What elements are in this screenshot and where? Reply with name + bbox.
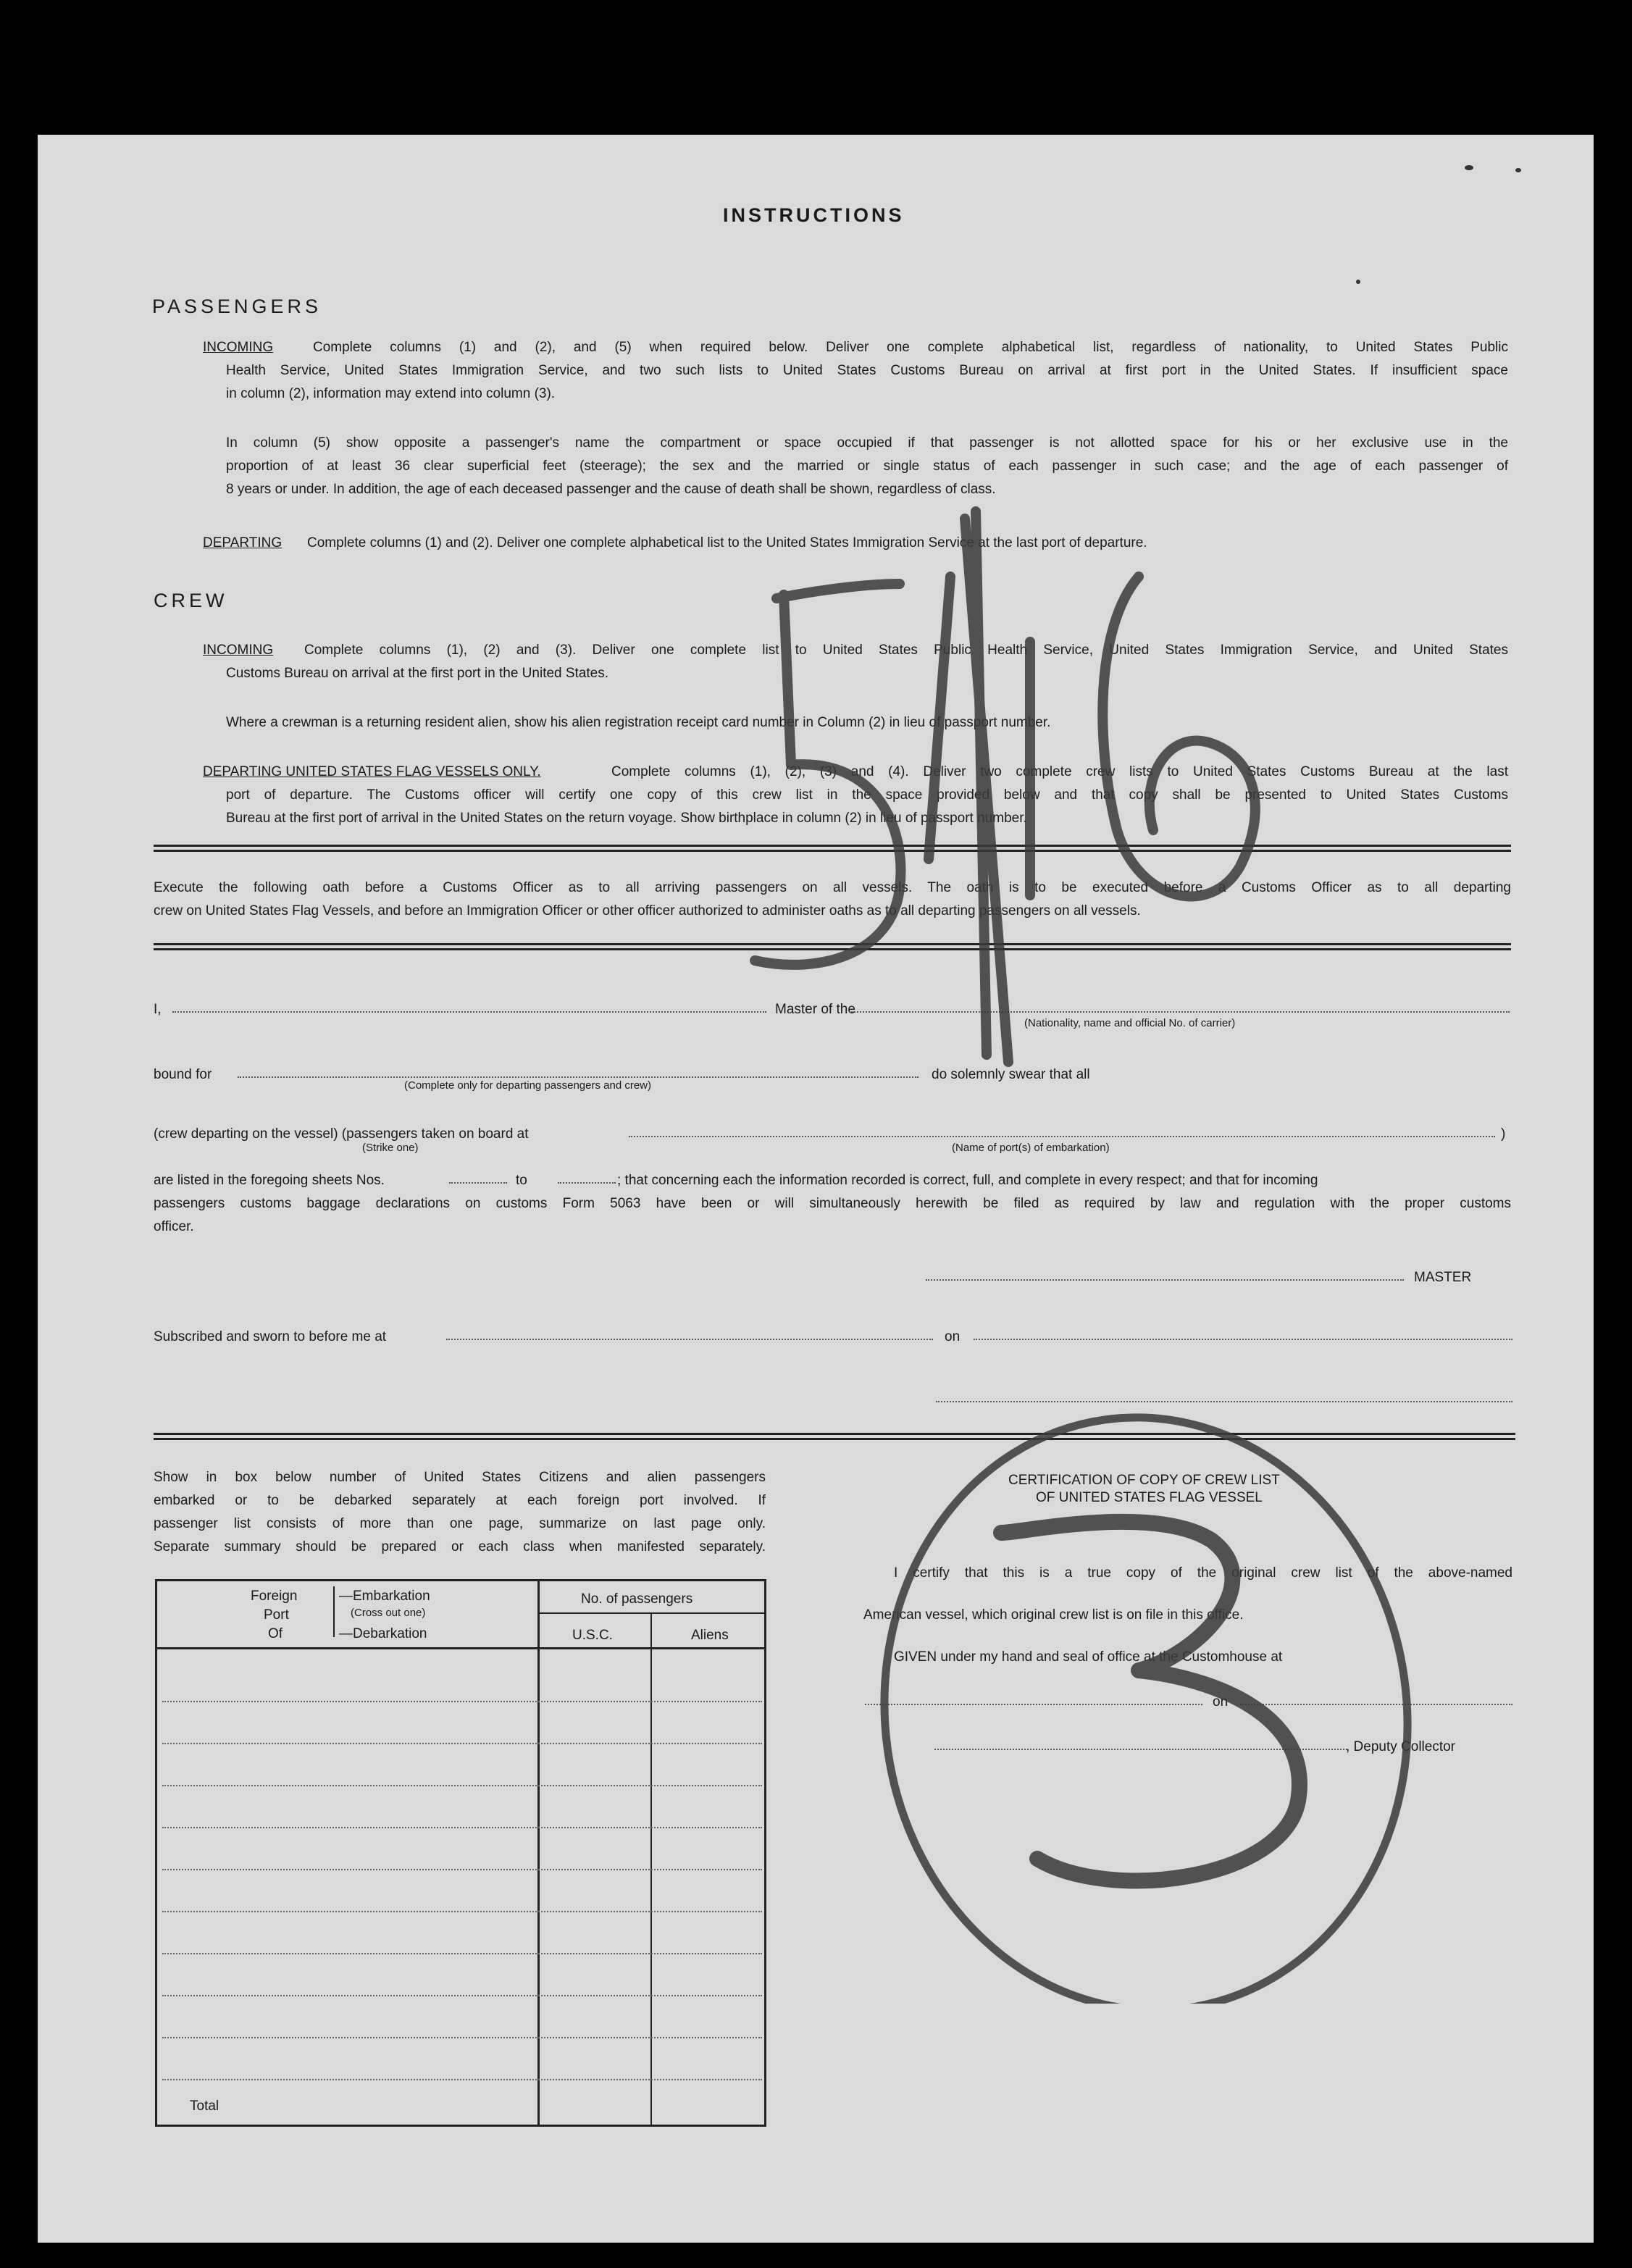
passengers-incoming-label: INCOMING — [203, 340, 274, 355]
crew-departing-strike-label: (crew departing on the vessel) (passengers taken on board at — [154, 1126, 529, 1142]
handwritten-sheet-number — [690, 453, 1414, 1149]
table-row-line — [162, 1869, 762, 1870]
table-row-line — [162, 1953, 762, 1954]
of-label: Of — [268, 1626, 283, 1641]
passengers-column5-line3: 8 years or under. In addition, the age of each deceased passenger and the cause of death shall be shown, regardless of class. — [226, 482, 996, 497]
crew-heading: CREW — [154, 590, 228, 611]
listed-text: ; that concerning each the information recorded is correct, full, and complete in every respect; and that for incoming — [617, 1173, 1318, 1188]
crew-departing-label: DEPARTING UNITED STATES FLAG VESSELS ONLY. — [203, 764, 541, 779]
oath-i-label: I, — [154, 1002, 162, 1017]
crew-incoming-label: INCOMING — [203, 643, 274, 658]
sworn-date-field[interactable] — [974, 1339, 1512, 1340]
certification-heading-line2: OF UNITED STATES FLAG VESSEL — [1036, 1490, 1263, 1505]
sworn-on-label: on — [945, 1329, 961, 1344]
summary-line4: Separate summary should be prepared or each class when manifested separately. — [154, 1539, 766, 1554]
table-row-line — [162, 1785, 762, 1786]
embarkation-option[interactable]: —Embarkation — [339, 1589, 430, 1604]
passengers-departing-text: Complete columns (1) and (2). Deliver one complete alphabetical list to the United States Immigration Service at the last port of departure. — [307, 535, 1147, 551]
passengers-departing-label: DEPARTING — [203, 535, 283, 551]
nationality-caption: (Nationality, name and official No. of carrier) — [1024, 1017, 1236, 1029]
passengers-incoming-line2: Health Service, United States Immigration Service, and two such lists to United States Customs Bureau on arrival at first port in the United States. If insufficient space — [226, 363, 1508, 378]
master-signature-field[interactable] — [926, 1279, 1404, 1281]
sheet-from-field[interactable] — [449, 1182, 507, 1184]
master-name-field[interactable] — [172, 1011, 766, 1013]
table-row-line — [162, 1701, 762, 1702]
table-row-line — [162, 1827, 762, 1828]
scan-speck — [1356, 280, 1360, 284]
table-subheader-divider — [537, 1612, 765, 1614]
strike-one-caption: (Strike one) — [362, 1142, 419, 1154]
bound-for-caption: (Complete only for departing passengers and crew) — [404, 1079, 652, 1092]
crew-incoming-line2: Customs Bureau on arrival at the first port in the United States. — [226, 666, 609, 681]
oath-intro-line2: crew on United States Flag Vessels, and before an Immigration Officer or other officer authorized to administer oaths as to all departing passengers on all vessels. — [154, 903, 1141, 919]
close-paren: ) — [1501, 1126, 1506, 1142]
table-row-line — [162, 1911, 762, 1912]
sworn-place-field[interactable] — [446, 1339, 933, 1340]
table-row-line — [162, 2079, 762, 2080]
scan-speck — [1465, 165, 1473, 170]
no-of-passengers-header: No. of passengers — [581, 1591, 693, 1607]
certification-on-label: on — [1213, 1694, 1229, 1710]
port-label: Port — [264, 1607, 289, 1623]
listed-line2: passengers customs baggage declarations on customs Form 5063 have been or will simultaneously herewith be filed as required by law and regulation with the proper customs — [154, 1196, 1511, 1211]
listed-line3: officer. — [154, 1219, 194, 1234]
crew-resident-text: Where a crewman is a returning resident alien, show his alien registration receipt card number in Column (2) in lieu of passport number. — [226, 715, 1051, 730]
aliens-header: Aliens — [691, 1628, 729, 1643]
table-row-line — [162, 1743, 762, 1744]
form-sheet — [38, 135, 1594, 2243]
crew-departing-line2: port of departure. The Customs officer will certify one copy of this crew list in the space provided below and that copy shall be presented to United States Customs — [226, 787, 1508, 803]
debarkation-option[interactable]: —Debarkation — [339, 1626, 427, 1641]
bound-for-label: bound for — [154, 1067, 212, 1082]
table-header-divider — [155, 1647, 766, 1649]
summary-line2: embarked or to be debarked separately at each foreign port involved. If — [154, 1493, 766, 1508]
passenger-summary-table — [155, 1579, 766, 2127]
swear-label: do solemnly swear that all — [932, 1067, 1090, 1082]
passengers-incoming-line1: Complete columns (1) and (2), and (5) when required below. Deliver one complete alphabetical list, regardless of nationality, to United States Public — [313, 340, 1508, 355]
table-row-line — [162, 2037, 762, 2038]
usc-header: U.S.C. — [572, 1628, 613, 1643]
master-label: MASTER — [1414, 1270, 1472, 1285]
passengers-column5-line2: proportion of at least 36 clear superficial feet (steerage); the sex and the married or single status of each passenger in such case; and the age of each passenger of — [226, 459, 1508, 474]
table-row-line — [162, 1995, 762, 1996]
cross-out-caption: (Cross out one) — [351, 1607, 426, 1619]
total-label: Total — [190, 2098, 219, 2114]
crew-incoming-line1: Complete columns (1), (2) and (3). Deliver one complete list to United States Public Health Service, United States Immigration Service, and United States — [304, 643, 1508, 658]
certify-line2: American vessel, which original crew list is on file in this office. — [863, 1607, 1244, 1623]
passengers-heading: PASSENGERS — [152, 296, 322, 317]
listed-to-label: to — [516, 1173, 527, 1188]
deputy-collector-label: , Deputy Collector — [1346, 1739, 1456, 1754]
oath-intro-line1: Execute the following oath before a Customs Officer as to all arriving passengers on all vessels. The oath is to be executed before a Customs Officer as to all departing — [154, 880, 1511, 895]
passengers-column5-line1: In column (5) show opposite a passenger's name the compartment or space occupied if that passenger is not allotted space for his or her exclusive use in the — [226, 435, 1508, 451]
summary-line1: Show in box below number of United States Citizens and alien passengers — [154, 1470, 766, 1485]
foreign-label: Foreign — [251, 1589, 298, 1604]
scan-speck — [1515, 168, 1521, 172]
listed-label: are listed in the foregoing sheets Nos. — [154, 1173, 385, 1188]
table-column-divider — [537, 1579, 540, 2127]
crew-departing-line1: Complete columns (1), (2), (3) and (4). Deliver two complete crew lists to United States Customs Bureau at the last — [611, 764, 1508, 779]
header-bracket — [333, 1586, 335, 1637]
handwritten-circled-number — [834, 1352, 1472, 2004]
summary-line3: passenger list consists of more than one page, summarize on last page only. — [154, 1516, 766, 1531]
page-title: INSTRUCTIONS — [723, 204, 905, 226]
crew-departing-line3: Bureau at the first port of arrival in the United States on the return voyage. Show birthplace in column (2) in lieu of passport number. — [226, 811, 1027, 826]
master-of-the-label: Master of the — [775, 1002, 855, 1017]
sheet-to-field[interactable] — [558, 1182, 616, 1184]
certification-heading-line1: CERTIFICATION OF COPY OF CREW LIST — [1008, 1473, 1280, 1488]
passengers-incoming-line3: in column (2), information may extend into column (3). — [226, 386, 556, 401]
certify-line1: I certify that this is a true copy of the original crew list of the above-named — [894, 1565, 1512, 1581]
subscribed-label: Subscribed and sworn to before me at — [154, 1329, 387, 1344]
port-caption: (Name of port(s) of embarkation) — [952, 1142, 1110, 1154]
given-line: GIVEN under my hand and seal of office at the Customhouse at — [894, 1649, 1283, 1665]
